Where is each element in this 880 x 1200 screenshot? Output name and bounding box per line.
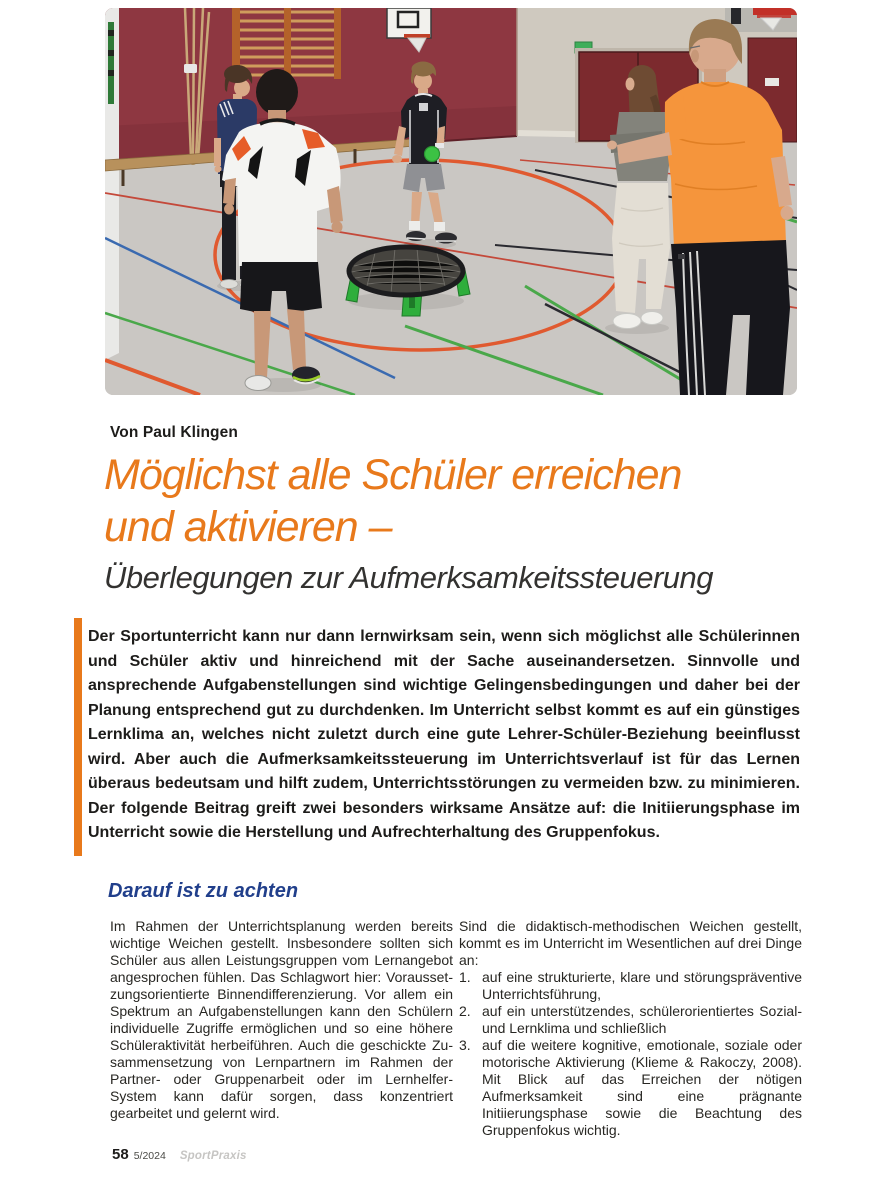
article-intro: Der Sportunterricht kann nur dann lernwirksam sein, wenn sich möglichst alle Schülerinnen und Schüler aktiv und hinreichend mit der Sache auseinandersetzen. Sinnvolle und ansprechende Aufgabenstellungen sind wichtige Gelingensbedingungen und daher bei der Planung entsprechend gut zu durchdenken. Im Unterricht selbst kommt es auf ein günstiges Lernklima an, welches nicht zuletzt durch eine gute Lehrer-Schüler-Beziehung beeinflusst wird. Aber auch die Aufmerksamkeitssteuerung im Unterrichtsverlauf ist für das Lernen überaus bedeutsam und hilft zudem, Unterrichtsstörungen zu vermeiden bzw. zu minimieren. Der folgende Beitrag greift zwei besonders wirksame Ansätze auf: die Initiierungsphase im Unterricht sowie die Herstellung und Aufrechterhaltung des Gruppenfokus. — [88, 628, 800, 841]
article-subtitle: Überlegungen zur Aufmerksamkeitssteuerung — [104, 560, 714, 595]
list-item-text: auf ein unterstützendes, schülerorientiertes Sozial- und Lernklima und schließlich — [482, 1003, 802, 1036]
article-photo — [105, 8, 797, 395]
list-item-text: auf die weitere kognitive, emotionale, soziale oder motorische Aktivierung (Klieme & Rakoczy, 2008). Mit Blick auf das Erreichen der nötigen Aufmerksamkeit sind eine prägnante Initiierungsphase sowie die Beachtung des Gruppenfokus wichtig. — [482, 1037, 802, 1138]
wall-socket — [184, 64, 197, 73]
list-item-number: 1. — [459, 969, 471, 985]
article-byline: Von Paul Klingen — [110, 424, 238, 441]
list-item-number: 2. — [459, 1003, 471, 1019]
article-title — [104, 449, 804, 553]
page-footer — [112, 1146, 247, 1163]
magazine-name: SportPraxis — [179, 1150, 247, 1162]
left-wall-column — [105, 8, 119, 360]
list-item — [459, 969, 802, 1003]
list-item-number: 3. — [459, 1037, 471, 1053]
column-left: Im Rahmen der Unterrichtsplanung werden bereits wichtige Weichen gestellt. Insbesondere sollten sich Schüler aus allen Leistungsgruppen vom Lernangebot angesprochen fühlen. Das Schlagwort hier: Voraussetzungsorientierte Binnendifferenzierung. Vor allem ein Spektrum an Aufgabenstellungen kann den Schülern individuelle Zugriffe ermöglichen und so eine höhere Schüleraktivität herbeiführen. Auch die geschickte Zusammensetzung von Lernpartnern im Rahmen der Partner- oder Gruppenarbeit oder im Lernhelfer-System kann dafür sorgen, dass konzentriert gearbeitet und gelernt wird. — [110, 918, 453, 1121]
intro-accent-bar — [74, 618, 82, 856]
list-item-text: auf eine strukturierte, klare und störungspräventive Unterrichtsführung, — [482, 969, 802, 1002]
column-right — [459, 918, 802, 1139]
spikeball-net — [346, 247, 470, 316]
page-number: 58 — [112, 1146, 129, 1163]
column-right-lead: Sind die didaktisch-methodischen Weichen gestellt, kommt es im Unterricht im Wesentlichen auf drei Dinge an: — [459, 918, 802, 968]
section-heading: Darauf ist zu achten — [108, 880, 299, 902]
article-photo-illustration — [105, 8, 797, 395]
article-title-line2: und aktivieren – — [104, 503, 392, 551]
list-item — [459, 1003, 802, 1037]
list-item — [459, 1037, 802, 1139]
article-title-line1: Möglichst alle Schüler erreichen — [104, 451, 682, 499]
issue-number: 5/2024 — [133, 1150, 166, 1162]
